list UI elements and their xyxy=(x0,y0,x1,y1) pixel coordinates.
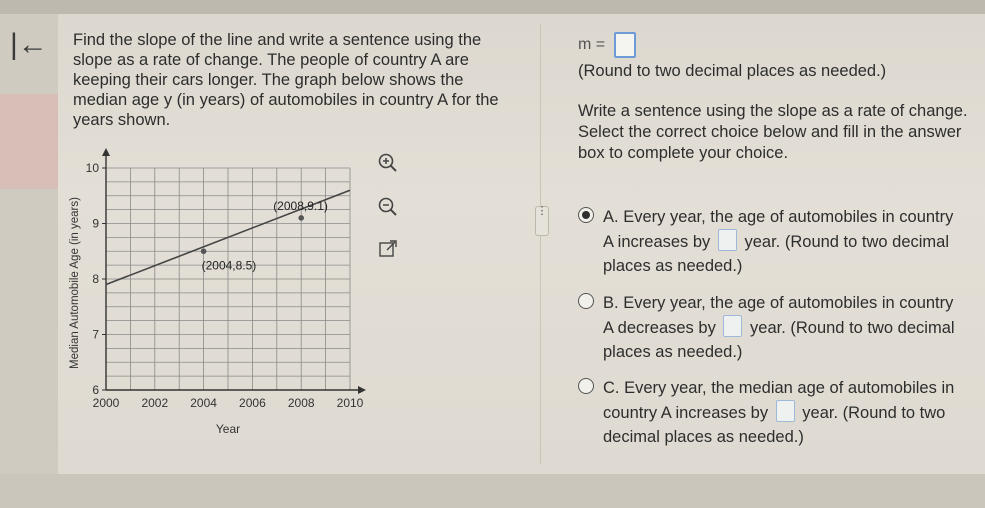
left-rail xyxy=(0,14,58,474)
choice-a-letter: A. xyxy=(603,208,619,226)
y-axis-label: Median Automobile Age (in years) xyxy=(69,197,81,369)
choice-b-input[interactable] xyxy=(723,315,742,337)
choice-b-radio[interactable] xyxy=(578,293,594,309)
choice-b-letter: B. xyxy=(603,294,619,312)
x-tick-label: 2000 xyxy=(92,396,120,410)
data-point xyxy=(298,215,304,221)
panel-divider xyxy=(540,24,541,464)
rounding-hint: (Round to two decimal places as needed.) xyxy=(578,62,887,80)
choice-a-text xyxy=(603,205,958,278)
choice-c-after: year. (Round to two decimal places as needed.) xyxy=(603,404,946,446)
x-axis-label: Year xyxy=(215,422,241,436)
question-text: Find the slope of the line and write a sentence using the slope as a rate of change. The people of country A are keeping their cars longer. The graph below shows the median age y (in years) of automobiles in country A for the years shown. xyxy=(73,31,499,129)
x-tick-label: 2008 xyxy=(287,396,315,410)
slope-label: m = xyxy=(578,36,606,53)
zoom-out-icon[interactable] xyxy=(377,196,399,218)
choice-a-before: Every year, the age of automobiles in country A increases by xyxy=(603,208,954,251)
choice-a-radio[interactable] xyxy=(578,207,594,223)
choice-c-text xyxy=(603,376,958,449)
popout-icon[interactable] xyxy=(377,238,399,260)
data-point xyxy=(201,248,207,254)
x-axis-arrow xyxy=(358,386,366,394)
choice-b-after: year. (Round to two decimal places as needed.) xyxy=(603,319,955,361)
back-arrow-icon[interactable]: |← xyxy=(10,28,48,61)
y-tick-label: 10 xyxy=(85,161,99,175)
choice-c-input[interactable] xyxy=(776,400,795,422)
x-tick-label: 2004 xyxy=(190,396,217,410)
data-point-label: (2004,8.5) xyxy=(201,258,257,273)
x-tick-label: 2006 xyxy=(239,396,266,410)
choice-c-radio[interactable] xyxy=(578,378,594,394)
slope-input[interactable] xyxy=(614,32,636,58)
choice-b-text xyxy=(603,291,958,364)
y-tick-label: 7 xyxy=(92,327,99,342)
y-tick-label: 6 xyxy=(92,383,99,397)
graph xyxy=(60,140,380,440)
choice-a-input[interactable] xyxy=(718,229,737,251)
x-tick-label: 2002 xyxy=(141,396,169,410)
choice-b-before: Every year, the age of automobiles in country A decreases by xyxy=(603,294,954,337)
y-tick-label: 9 xyxy=(92,216,99,231)
left-rail-highlight xyxy=(0,94,58,189)
bottom-bar xyxy=(0,474,985,508)
y-tick-label: 8 xyxy=(92,272,99,286)
y-axis-arrow xyxy=(102,148,110,156)
instruction-text: Write a sentence using the slope as a rate of change. Select the correct choice below and fill in the answer box to complete your choice. xyxy=(578,102,968,162)
choice-c-letter: C. xyxy=(603,379,620,397)
top-strip xyxy=(0,0,985,14)
choice-a-after: year. (Round to two decimal places as needed.) xyxy=(603,233,950,275)
drag-handle-icon[interactable]: ⋮ xyxy=(535,206,549,236)
zoom-in-icon[interactable] xyxy=(377,152,399,174)
x-tick-label: 2010 xyxy=(336,396,364,410)
choice-c-before: Every year, the median age of automobiles in country A increases by xyxy=(603,379,955,422)
data-point-label: (2008,9.1) xyxy=(273,198,328,213)
